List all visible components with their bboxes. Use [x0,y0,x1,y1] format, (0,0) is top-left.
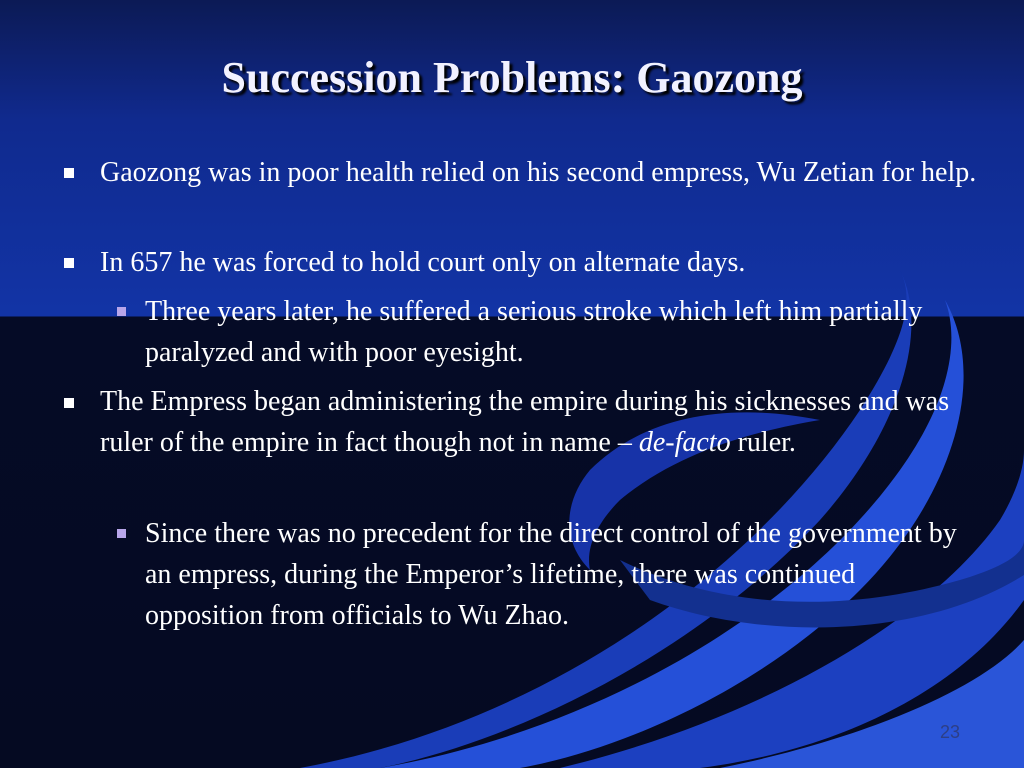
bullet-text-main: The Empress began administering the empire during his sicknesses and was ruler of the empire in fact though not in name – [100,386,950,458]
bullet-text [100,381,980,463]
bullet-marker [64,168,74,178]
bullet-text-end: ruler. [730,427,796,458]
slide-title: Succession Problems: Gaozong [221,53,803,102]
bullet-text: In 657 he was forced to hold court only on alternate days. [100,247,746,278]
sub-bullet-text: Since there was no precedent for the direct control of the government by an empress, during the Emperor’s lifetime, there was continued opposition from officials to Wu Zhao. [145,518,957,631]
bullet-text-italic: de-facto [638,427,731,458]
sub-bullet-text: Three years later, he suffered a serious stroke which left him partially paralyzed and with poor eyesight. [145,296,923,368]
sub-bullet-marker [117,529,126,538]
bullet-marker [64,258,74,268]
sub-bullet-marker [117,307,126,316]
bullet-marker [64,398,74,408]
bullet-text: Gaozong was in poor health relied on his second empress, Wu Zetian for help. [100,157,977,188]
page-number: 23 [939,722,961,742]
